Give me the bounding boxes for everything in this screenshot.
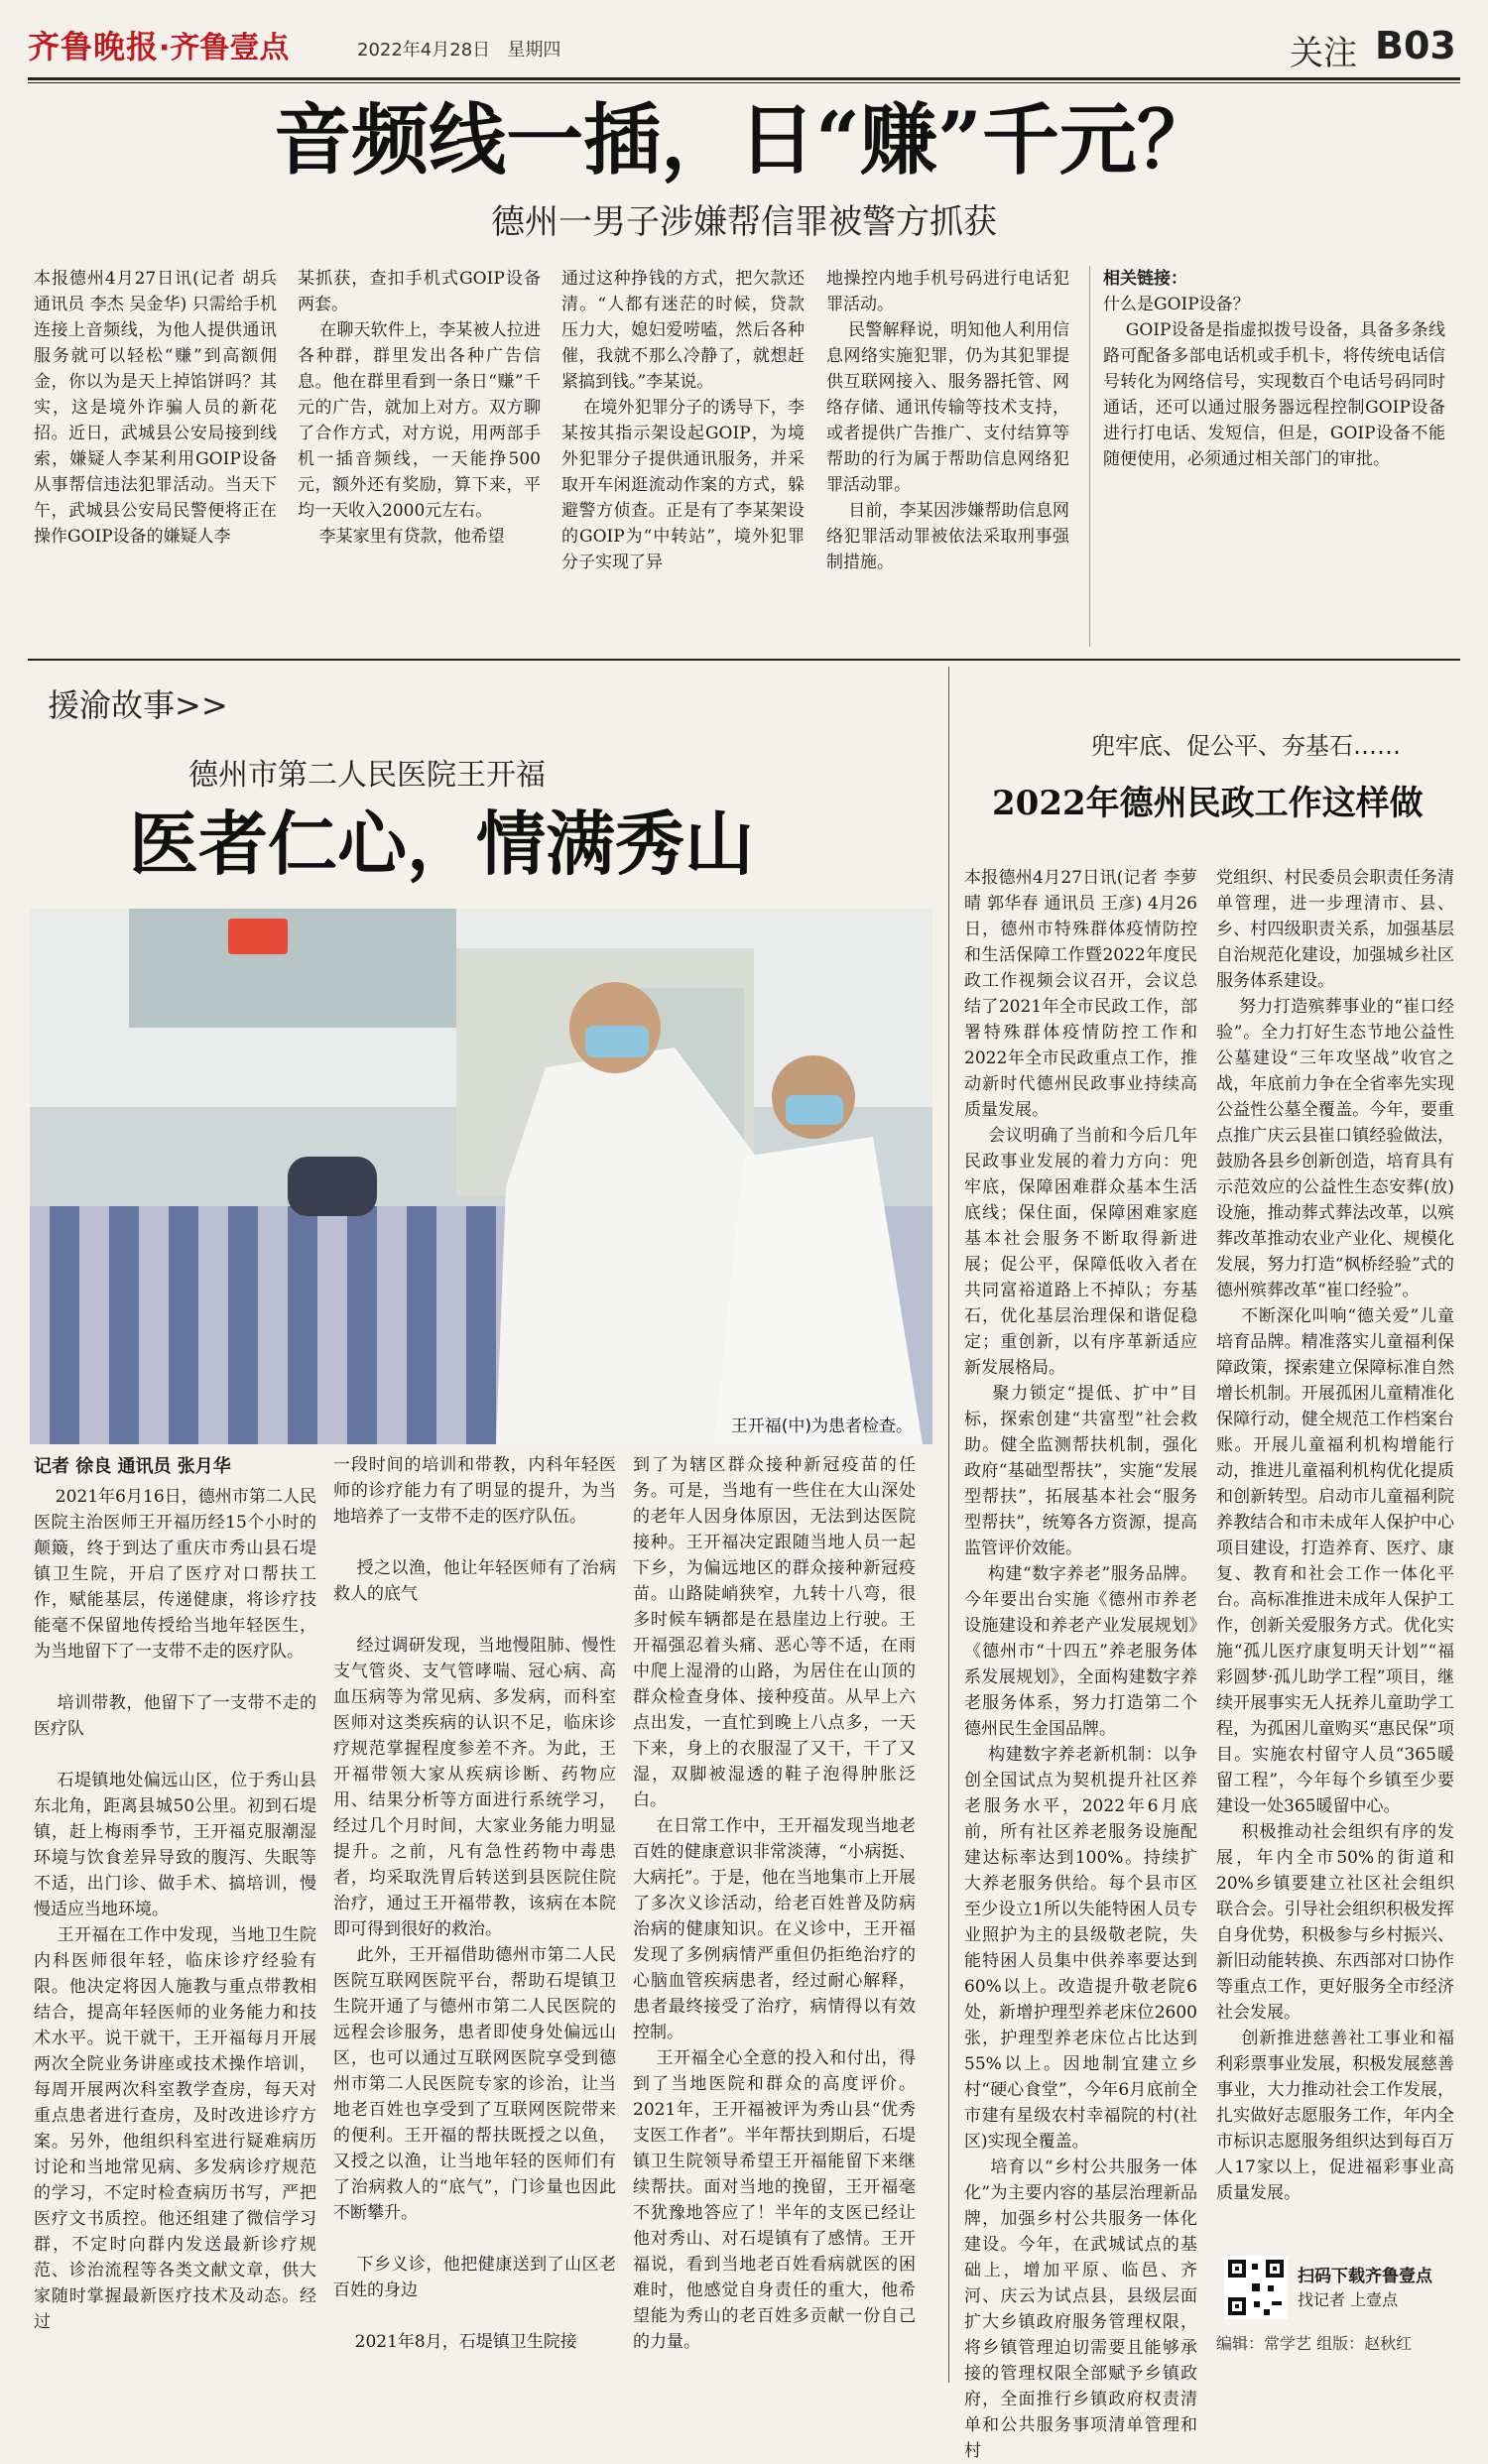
photo-caption: 王开福(中)为患者检查。 xyxy=(730,1417,913,1436)
story3-kicker: 兜牢底、促公平、夯基石…… xyxy=(1091,732,1401,760)
sidebar-divider xyxy=(1089,266,1090,647)
story2-column-1: 2021年6月16日，德州市第二人民医院主治医师王开福历经15个小时的颠簸，终于到达了重庆市秀山县石堤镇卫生院，开启了医疗对口帮扶工作，赋能基层，传递健康，将诊疗技能毫不保留地传授给当地年轻医生，为当地留下了一支带不走的医疗队。 培训带教，他留下了一支带不走的医疗队 石堤镇地处偏远山区，位于秀山县东北角，距离县城50公里。初到石堤镇，赶上梅雨季节，王开福克服潮湿环境与饮食差异导致的腹泻、失眠等不适，出门诊、做手术、搞培训，慢慢适应当地环境。 王开福在工作中发现，当地卫生院内科医师很年轻，临床诊疗经验有限。他决定将因人施教与重点带教相结合，提高年轻医师的业务能力和技术水平。说干就干，王开福每月开展两次全院业务讲座或技术操作培训，每周开展两次科室教学查房，每天对重点患者进行查房，及时改进诊疗方案。另外，他组织科室进行疑难病历讨论和当地常见病、多发病诊疗规范的学习，不定时检查病历书写，严把医疗文书质控。他还组建了微信学习群，不定时向群内发送最新诊疗规范、诊治流程等各类文献文章，供大家随时掌握最新医疗技术及动态。经过 xyxy=(34,1487,316,2332)
sidebar-text: 什么是GOIP设备？ GOIP设备是指虚拟拨号设备，具备多条线路可配备多部电话机或手机卡，将传统电话信号转化为网络信号，实现数百个电话号码同时通话，还可以通过服务器远程控制GOIP设备进行打电话、发短信，但是，GOIP设备不能随便使用，必须通过相关部门的审批。 xyxy=(1103,295,1445,469)
story2-kicker: 援渝故事>> xyxy=(48,686,228,724)
masthead-rule xyxy=(28,77,1460,80)
story1-column-2: 某抓获，查扣手机式GOIP设备两套。 在聊天软件上，李某被人拉进各种群，群里发出各种广告信息。他在群里看到一条日“赚”千元的广告，就加上对方。双方聊了合作方式，对方说，用两部手机一插音频线，一天能挣500元，额外还有奖励，算下来，平均一天收入2000元左右。 李某家里有贷款，他希望 xyxy=(298,269,541,547)
news-photo xyxy=(30,909,932,1444)
section-title: 关注 xyxy=(1290,34,1357,73)
masthead-rule-thin xyxy=(28,82,1460,83)
qr-sublabel: 找记者 上壹点 xyxy=(1298,2290,1399,2309)
story1-subheadline: 德州一男子涉嫌帮信罪被警方抓获 xyxy=(491,202,997,242)
story2-column-3: 到了为辖区群众接种新冠疫苗的任务。可是，当地有一些住在大山深处的老年人因身体原因，无法到达医院接种。王开福决定跟随当地人员一起下乡，为偏远地区的群众接种新冠疫苗。山路陡峭狭窄，九转十八弯，很多时候车辆都是在悬崖边上行驶。王开福强忍着头痛、恶心等不适，在雨中爬上湿滑的山路，为居住在山顶的群众检查身体、接种疫苗。从早上六点出发，一直忙到晚上八点多，一天下来，身上的衣服湿了又干，干了又湿，双脚被湿透的鞋子泡得肿胀泛白。 在日常工作中，王开福发现当地老百姓的健康意识非常淡薄，“小病挺、大病托”。于是，他在当地集市上开展了多次义诊活动，给老百姓普及防病治病的健康知识。在义诊中，王开福发现了多例病情严重但仍拒绝治疗的心脑血管疾病患者，经过耐心解释，患者最终接受了治疗，病情得以有效控制。 王开福全心全意的投入和付出，得到了当地医院和群众的高度评价。2021年，王开福被评为秀山县“优秀支医工作者”。半年帮扶到期后，石堤镇卫生院领导希望王开福能留下来继续帮扶。面对当地的挽留，王开福毫不犹豫地答应了！半年的支医已经让他对秀山、对石堤镇有了感情。王开福说，看到当地老百姓看病就医的困难时，他感觉自身责任的重大，他希望能为秀山的老百姓多贡献一份自己的力量。 xyxy=(633,1455,916,2352)
story2-headline: 医者仁心，情满秀山 xyxy=(129,802,754,885)
story3-divider xyxy=(948,667,949,2383)
story2-column-2: 一段时间的培训和带教，内科年轻医师的诊疗能力有了明显的提升，为当地培养了一支带不走的医疗队伍。 授之以渔，他让年轻医师有了治病救人的底气 经过调研发现，当地慢阻肺、慢性支气管炎、支气管哮喘、冠心病、高血压病等为常见病、多发病，而科室医师对这类疾病的认识不足，临床诊疗规范掌握程度参差不齐。为此，王开福带领大家从疾病诊断、药物应用、结果分析等方面进行系统学习，经过几个月时间，大家业务能力明显提升。之前，凡有急性药物中毒患者，均采取洗胃后转送到县医院住院治疗，通过王开福带教，该病在本院即可得到很好的救治。 此外，王开福借助德州市第二人民医院互联网医院平台，帮助石堤镇卫生院开通了与德州市第二人民医院的远程会诊服务，患者即使身处偏远山区，也可以通过互联网医院享受到德州市第二人民医院专家的诊治，让当地老百姓也享受到了互联网医院带来的便利。王开福的帮扶既授之以鱼，又授之以渔，让当地年轻的医师们有了治病救人的“底气”，门诊量也因此不断攀升。 下乡义诊，他把健康送到了山区老百姓的身边 2021年8月，石堤镇卫生院接 xyxy=(333,1455,616,2352)
editor-credit: 编辑：常学艺 组版：赵秋红 xyxy=(1216,2334,1413,2353)
story2-subheadline: 德州市第二人民医院王开福 xyxy=(188,758,546,793)
masthead xyxy=(28,22,289,67)
story1-column-4: 地操控内地手机号码进行电话犯罪活动。 民警解释说，明知他人利用信息网络实施犯罪，仍为其犯罪提供互联网接入、服务器托管、网络存储、通讯传输等技术支持，或者提供广告推广、支付结算等帮助的行为属于帮助信息网络犯罪活动罪。 目前，李某因涉嫌帮助信息网络犯罪活动罪被依法采取刑事强制措施。 xyxy=(826,269,1069,572)
story1-column-1: 本报德州4月27日讯(记者 胡兵 通讯员 李杰 吴金华) 只需给手机连接上音频线，为他人提供通讯服务就可以轻松“赚”到高额佣金，你以为是天上掉馅饼吗？其实，这是境外诈骗人员的新花招。近日，武城县公安局接到线索，嫌疑人李某利用GOIP设备从事帮信违法犯罪活动。当天下午，武城县公安局民警便将正在操作GOIP设备的嫌疑人李 xyxy=(34,269,283,547)
qr-code-icon xyxy=(1224,2256,1288,2319)
page-number: B03 xyxy=(1375,24,1456,67)
story3-headline: 2022年德州民政工作这样做 xyxy=(992,784,1424,823)
app-logo: ·齐鲁壹点 xyxy=(159,31,290,65)
qr-code[interactable] xyxy=(1224,2256,1288,2319)
sidebar-title: 相关链接： xyxy=(1103,269,1187,289)
section-divider xyxy=(28,659,1460,661)
qr-label: 扫码下载齐鲁壹点 xyxy=(1298,2267,1432,2286)
story1-column-3: 通过这种挣钱的方式，把欠款还清。“人都有迷茫的时候，贷款压力大，媳妇爱唠嗑，然后各种催，我就不那么冷静了，就想赶紧搞到钱。”李某说。 在境外犯罪分子的诱导下，李某按其指示架设起GOIP，为境外犯罪分子提供通讯服务，并采取开车闲逛流动作案的方式，躲避警方侦查。正是有了李某架设的GOIP为“中转站”，境外犯罪分子实现了异 xyxy=(561,269,805,572)
hospital-scene-image xyxy=(30,909,932,1444)
newspaper-logo: 齐鲁晚报 xyxy=(28,28,160,65)
story1-headline: 音频线一插，日“赚”千元？ xyxy=(274,95,1214,185)
story3-column-2: 党组织、村民委员会职责任务清单管理，进一步理清市、县、乡、村四级职责关系，加强基层自治规范化建设，加强城乡社区服务体系建设。 努力打造殡葬事业的“崔口经验”。全力打好生态节地公益性公墓建设“三年攻坚战”收官之战，年底前力争在全省率先实现公益性公墓全覆盖。今年，要重点推广庆云县崔口镇经验做法，鼓励各县乡创新创造，培育具有示范效应的公益性生态安葬(放)设施，推动葬式葬法改革，以殡葬改革推动农业产业化、规模化发展，努力打造“枫桥经验”式的德州殡葬改革“崔口经验”。 不断深化叫响“德关爱”儿童培育品牌。精准落实儿童福利保障政策，探索建立保障标准自然增长机制。开展孤困儿童精准化保障行动，健全规范工作档案台账。开展儿童福利机构增能行动，推进儿童福利机构优化提质和创新转型。启动市儿童福利院养教结合和市未成年人保护中心项目建设，打造养育、医疗、康复、教育和社会工作一体化平台。高标准推进未成年人保护工作，创新关爱服务方式。优化实施“孤儿医疗康复明天计划”“福彩圆梦·孤儿助学工程”项目，继续开展事实无人抚养儿童助学工程，为孤困儿童购买“惠民保”项目。实施农村留守人员“365暖留工程”，今年每个乡镇至少要建设一处365暖留中心。 积极推动社会组织有序的发展，年内全市50%的街道和20%乡镇要建立社区社会组织联合会。引导社会组织积极发挥自身优势，积极参与乡村振兴、新旧动能转换、东西部对口协作等重点工作，更好服务全市经济社会发展。 创新推进慈善社工事业和福利彩票事业发展，积极发展慈善事业，大力推动社会工作发展，扎实做好志愿服务工作，年内全市标识志愿服务组织达到每百万人17家以上，促进福彩事业高质量发展。 xyxy=(1216,868,1454,2203)
story3-column-1: 本报德州4月27日讯(记者 李萝晴 郭华春 通讯员 王彦) 4月26日，德州市特殊群体疫情防控和生活保障工作暨2022年度民政工作视频会议召开，会议总结了2021年全市民政工作，部署特殊群体疫情防控工作和2022年全市民政重点工作，推动新时代德州民政事业持续高质量发展。 会议明确了当前和今后几年民政事业发展的着力方向：兜牢底，保障困难群众基本生活底线；保住面，保障困难家庭基本社会服务不断取得新进展；促公平，保障低收入者在共同富裕道路上不掉队；夯基石，优化基层治理保和谐促稳定；重创新，以有序革新适应新发展格局。 聚力锁定“提低、扩中”目标，探索创建“共富型”社会救助。健全监测帮扶机制，强化政府“基础型帮扶”，实施“发展型帮扶”，拓展基本社会“服务型帮扶”，统筹各方资源，提高监管评价效能。 构建“数字养老”服务品牌。今年要出台实施《德州市养老设施建设和养老产业发展规划》《德州市“十四五”养老服务体系发展规划》，全面构建数字养老服务体系，努力打造第二个德州民生金国品牌。 构建数字养老新机制：以争创全国试点为契机提升社区养老服务水平，2022年6月底前，所有社区养老服务设施配建达标率达到100%。持续扩大养老服务供给。每个县市区至少设立1所以失能特困人员专业照护为主的县级敬老院，失能特困人员集中供养率要达到60%以上。改造提升敬老院6处，新增护理型养老床位2600张，护理型养老床位占比达到55%以上。因地制宜建立乡村“硬心食堂”，今年6月底前全市建有星级农村幸福院的村(社区)实现全覆盖。 培育以“乡村公共服务一体化”为主要内容的基层治理新品牌，加强乡村公共服务一体化建设。今年，在武城试点的基础上，增加平原、临邑、齐河、庆云为试点县，县级层面扩大乡镇政府服务管理权限，将乡镇管理迫切需要且能够承接的管理权限全部赋予乡镇政府，全面推行乡镇政府权责清单和公共服务事项清单管理和村 xyxy=(964,868,1197,2461)
issue-date: 2022年4月28日 星期四 xyxy=(357,40,561,61)
story2-byline: 记者 徐良 通讯员 张月华 xyxy=(34,1456,231,1477)
